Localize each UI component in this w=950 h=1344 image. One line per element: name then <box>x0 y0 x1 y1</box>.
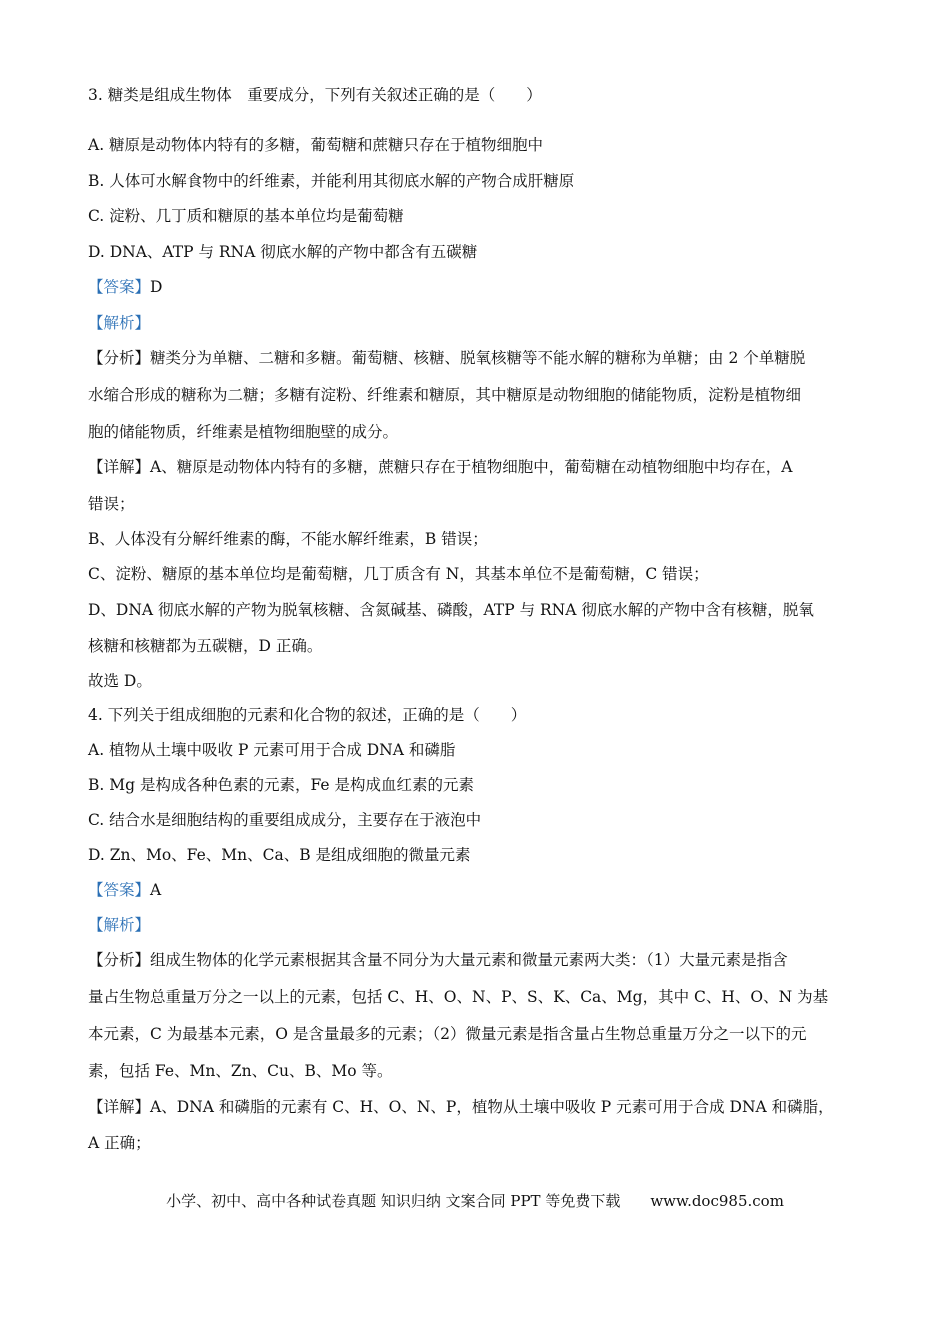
q3-option-d: D. DNA、ATP 与 RNA 彻底水解的产物中都含有五碳糖 <box>88 243 478 261</box>
q3-xiangjie-line <box>88 456 792 478</box>
q3-xiangjie-line: 错误； <box>88 495 135 513</box>
q4-fenxi-line: 量占生物总重量万分之一以上的元素，包括 C、H、O、N、P、S、K、Ca、Mg，其中 C、H、O、N 为基 <box>88 988 829 1006</box>
page-footer: 小学、初中、高中各种试卷真题 知识归纳 文案合同 PPT 等免费下载 www.doc985.com <box>166 1192 784 1210</box>
fenxi-text: 组成生物体的化学元素根据其含量不同分为大量元素和微量元素两大类：（1）大量元素是指含 <box>150 951 788 969</box>
q3-xiangjie-line: C、淀粉、糖原的基本单位均是葡萄糖，几丁质含有 N，其基本单位不是葡萄糖，C 错误； <box>88 565 709 583</box>
answer-value: A <box>150 881 162 899</box>
q4-fenxi-line: 本元素，C 为最基本元素，O 是含量最多的元素；（2）微量元素是指含量占生物总重量万分之一以下的元 <box>88 1025 807 1043</box>
q3-option-a: A. 糖原是动物体内特有的多糖，葡萄糖和蔗糖只存在于植物细胞中 <box>88 136 544 154</box>
answer-tag: 【答案】 <box>88 278 151 296</box>
q4-analysis-tag: 【解析】 <box>88 916 151 934</box>
q4-fenxi-line <box>88 949 788 971</box>
xiangjie-tag: 【详解】 <box>88 1098 151 1116</box>
q4-option-d: D. Zn、Mo、Fe、Mn、Ca、B 是组成细胞的微量元素 <box>88 846 471 864</box>
q3-fenxi-line: 水缩合形成的糖称为二糖；多糖有淀粉、纤维素和糖原，其中糖原是动物细胞的储能物质，淀粉是植物细 <box>88 386 802 404</box>
q3-stem: 3. 糖类是组成生物体 重要成分，下列有关叙述正确的是（ ） <box>88 86 542 104</box>
q3-xiangjie-line: D、DNA 彻底水解的产物为脱氧核糖、含氮碱基、磷酸，ATP 与 RNA 彻底水解的产物中含有核糖，脱氧 <box>88 601 814 619</box>
q3-fenxi-line <box>88 347 805 369</box>
xiangjie-tag: 【详解】 <box>88 458 151 476</box>
q4-answer <box>88 879 161 901</box>
q3-conclusion: 故选 D。 <box>88 672 152 690</box>
q4-xiangjie-line <box>88 1096 834 1118</box>
q3-option-c: C. 淀粉、几丁质和糖原的基本单位均是葡萄糖 <box>88 207 404 225</box>
q3-option-b: B. 人体可水解食物中的纤维素，并能利用其彻底水解的产物合成肝糖原 <box>88 172 575 190</box>
q3-answer <box>88 276 162 298</box>
q4-xiangjie-line: A 正确； <box>88 1134 151 1152</box>
q4-option-b: B. Mg 是构成各种色素的元素，Fe 是构成血红素的元素 <box>88 776 474 794</box>
q4-stem: 4. 下列关于组成细胞的元素和化合物的叙述，正确的是（ ） <box>88 706 527 724</box>
q4-option-c: C. 结合水是细胞结构的重要组成成分，主要存在于液泡中 <box>88 811 482 829</box>
q4-fenxi-line: 素，包括 Fe、Mn、Zn、Cu、B、Mo 等。 <box>88 1062 393 1080</box>
fenxi-text: 糖类分为单糖、二糖和多糖。葡萄糖、核糖、脱氧核糖等不能水解的糖称为单糖；由 2 个单糖脱 <box>150 349 806 367</box>
q3-xiangjie-line: B、人体没有分解纤维素的酶，不能水解纤维素，B 错误； <box>88 530 488 548</box>
xiangjie-text: A、DNA 和磷脂的元素有 C、H、O、N、P，植物从土壤中吸收 P 元素可用于合成 DNA 和磷脂， <box>150 1098 834 1116</box>
xiangjie-text: A、糖原是动物体内特有的多糖，蔗糖只存在于植物细胞中，葡萄糖在动植物细胞中均存在，A <box>150 458 793 476</box>
fenxi-tag: 【分析】 <box>88 951 151 969</box>
q4-option-a: A. 植物从土壤中吸收 P 元素可用于合成 DNA 和磷脂 <box>88 741 456 759</box>
q3-fenxi-line: 胞的储能物质，纤维素是植物细胞壁的成分。 <box>88 423 399 441</box>
answer-value: D <box>150 278 163 296</box>
answer-tag: 【答案】 <box>88 881 151 899</box>
fenxi-tag: 【分析】 <box>88 349 151 367</box>
q3-xiangjie-line: 核糖和核糖都为五碳糖，D 正确。 <box>88 637 323 655</box>
q3-analysis-tag: 【解析】 <box>88 314 151 332</box>
